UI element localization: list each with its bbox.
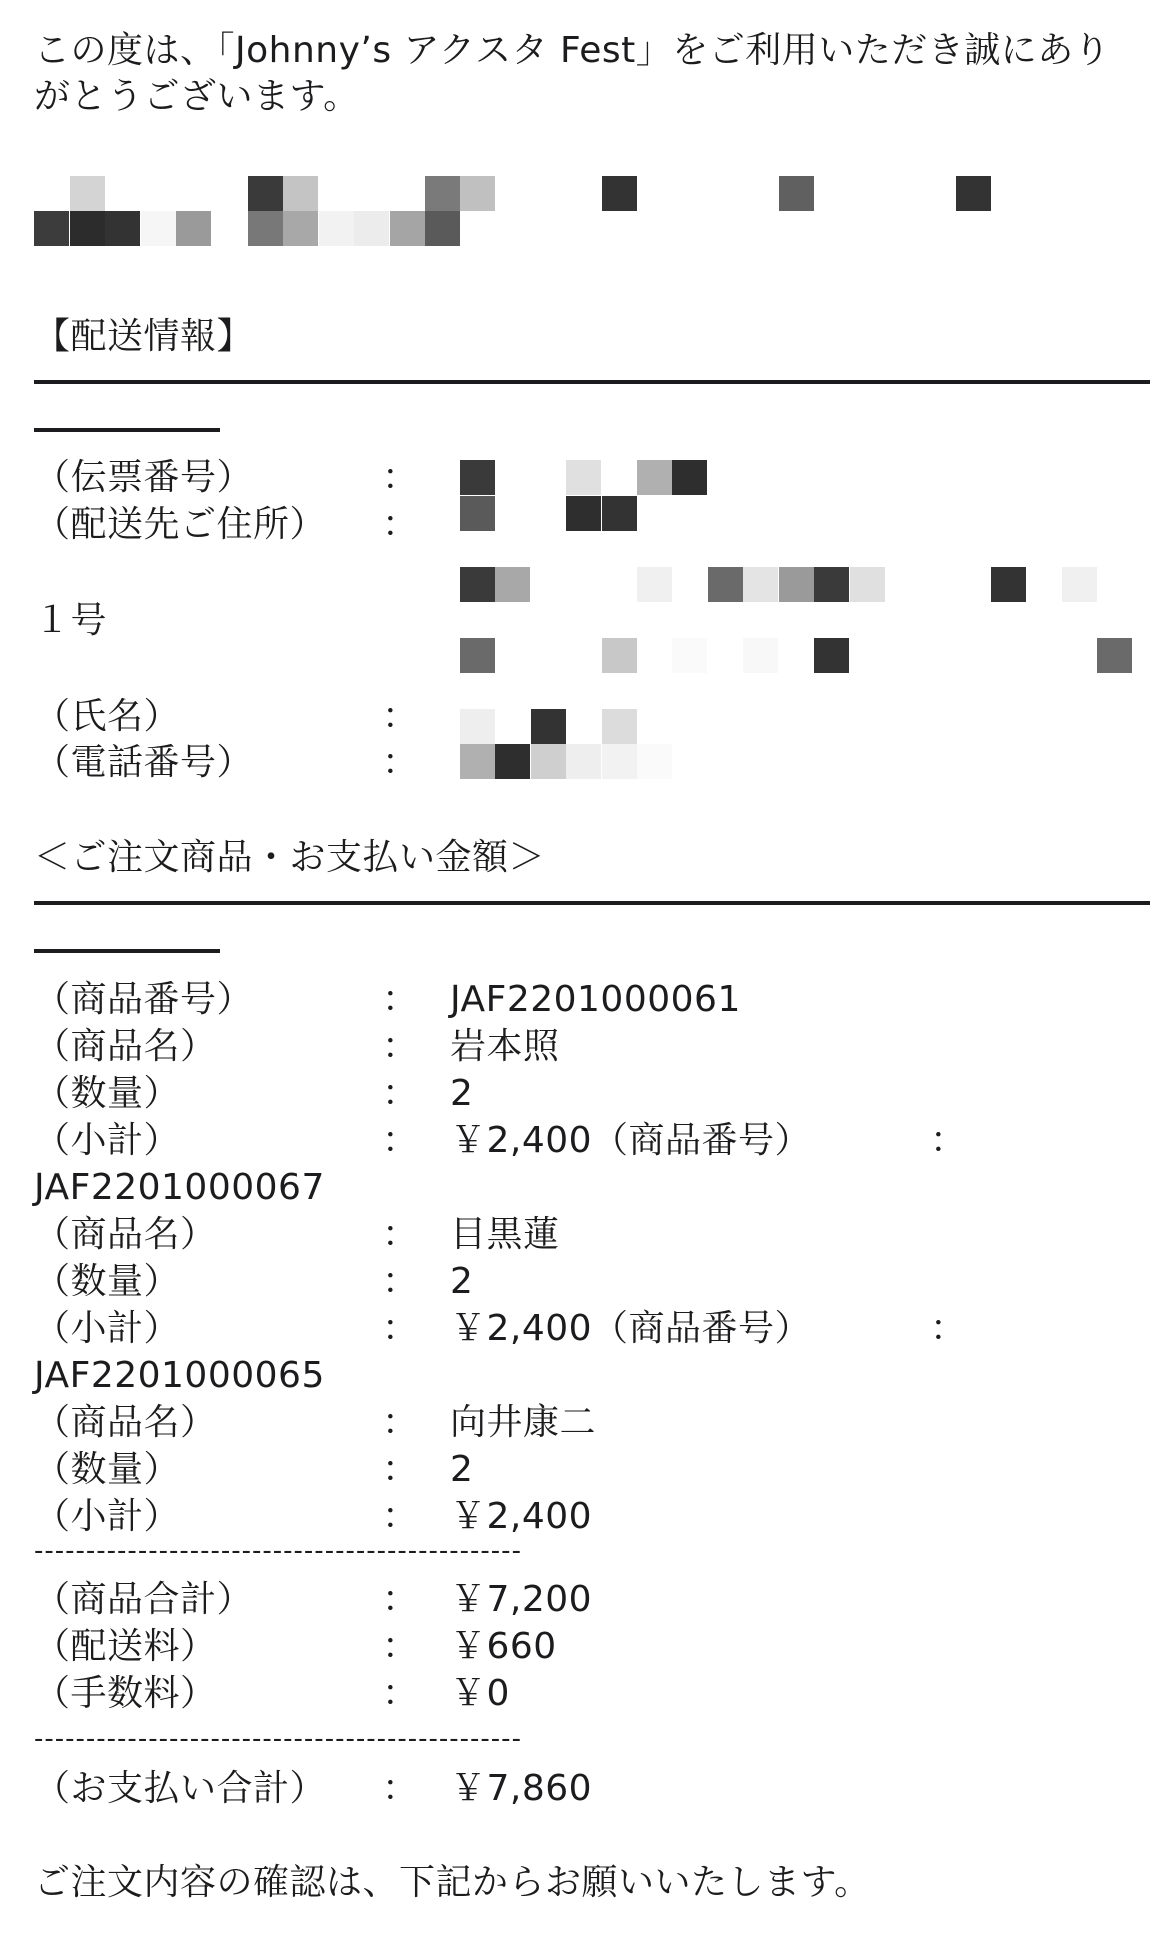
colon: ： bbox=[382, 1073, 419, 1114]
colon: ： bbox=[382, 1449, 419, 1490]
grand-total-label: （お支払い合計） bbox=[34, 1768, 327, 1809]
item-label-quantity: （数量） bbox=[34, 1073, 181, 1114]
delivery-colon: ： bbox=[382, 696, 419, 737]
delivery-colon: ： bbox=[382, 504, 419, 545]
delivery-colon: ： bbox=[382, 742, 419, 783]
shipping-label: （配送料） bbox=[34, 1626, 217, 1667]
item-label-subtotal: （小計） bbox=[34, 1496, 181, 1537]
delivery-label-phone: （電話番号） bbox=[34, 742, 254, 783]
item-label-number: （商品番号） bbox=[592, 1120, 812, 1161]
section-rule-short bbox=[34, 949, 220, 953]
item-subtotal: ￥2,400 bbox=[450, 1308, 593, 1349]
item-label-number: （商品番号） bbox=[592, 1308, 812, 1349]
colon: ： bbox=[382, 1214, 419, 1255]
intro-line-1: この度は、「Johnny’s アクスタ Fest」をご利用いただき誠にあり bbox=[34, 30, 1111, 71]
item-number: JAF2201000067 bbox=[34, 1167, 325, 1208]
delivery-heading: 【配送情報】 bbox=[34, 316, 254, 357]
item-label-name: （商品名） bbox=[34, 1026, 217, 1067]
item-quantity: 2 bbox=[450, 1261, 474, 1302]
colon: ： bbox=[382, 1026, 419, 1067]
item-subtotal: ￥2,400 bbox=[450, 1496, 593, 1537]
colon: ： bbox=[382, 1768, 419, 1809]
item-number: JAF2201000061 bbox=[450, 979, 741, 1020]
delivery-label-name: （氏名） bbox=[34, 696, 181, 737]
item-name: 岩本照 bbox=[450, 1026, 560, 1067]
colon: ： bbox=[382, 1496, 419, 1537]
intro-line-2: がとうございます。 bbox=[34, 76, 360, 117]
dashed-separator: ----------------------------------------------- bbox=[34, 1536, 522, 1566]
shipping-value: ￥660 bbox=[450, 1626, 557, 1667]
item-name: 向井康二 bbox=[450, 1402, 597, 1443]
item-label-subtotal: （小計） bbox=[34, 1120, 181, 1161]
item-label-subtotal: （小計） bbox=[34, 1308, 181, 1349]
fee-value: ￥0 bbox=[450, 1673, 510, 1714]
colon: ： bbox=[382, 1261, 419, 1302]
fee-label: （手数料） bbox=[34, 1673, 217, 1714]
colon: ： bbox=[382, 1402, 419, 1443]
item-label-name: （商品名） bbox=[34, 1214, 217, 1255]
colon: ： bbox=[382, 1579, 419, 1620]
item-label-quantity: （数量） bbox=[34, 1449, 181, 1490]
colon: ： bbox=[930, 1308, 967, 1349]
colon: ： bbox=[382, 1626, 419, 1667]
delivery-colon: ： bbox=[382, 457, 419, 498]
section-rule bbox=[34, 380, 1150, 384]
item-quantity: 2 bbox=[450, 1073, 474, 1114]
item-label-name: （商品名） bbox=[34, 1402, 217, 1443]
section-rule bbox=[34, 901, 1150, 905]
colon: ： bbox=[382, 1673, 419, 1714]
goods-total-label: （商品合計） bbox=[34, 1579, 254, 1620]
grand-total-value: ￥7,860 bbox=[450, 1768, 593, 1809]
order-heading: ＜ご注文商品・お支払い金額＞ bbox=[34, 837, 546, 878]
item-number: JAF2201000065 bbox=[34, 1355, 325, 1396]
item-label-quantity: （数量） bbox=[34, 1261, 181, 1302]
dashed-separator: ----------------------------------------------- bbox=[34, 1724, 522, 1754]
goods-total-value: ￥7,200 bbox=[450, 1579, 593, 1620]
colon: ： bbox=[930, 1120, 967, 1161]
colon: ： bbox=[382, 1120, 419, 1161]
delivery-label-address: （配送先ご住所） bbox=[34, 504, 327, 545]
item-label-number: （商品番号） bbox=[34, 979, 254, 1020]
delivery-address-fragment: １号 bbox=[34, 600, 108, 641]
item-subtotal: ￥2,400 bbox=[450, 1120, 593, 1161]
delivery-label-slip: （伝票番号） bbox=[34, 457, 254, 498]
section-rule-short bbox=[34, 428, 220, 432]
colon: ： bbox=[382, 979, 419, 1020]
footer-text: ご注文内容の確認は、下記からお願いいたします。 bbox=[34, 1862, 871, 1903]
item-quantity: 2 bbox=[450, 1449, 474, 1490]
colon: ： bbox=[382, 1308, 419, 1349]
item-name: 目黒蓮 bbox=[450, 1214, 560, 1255]
